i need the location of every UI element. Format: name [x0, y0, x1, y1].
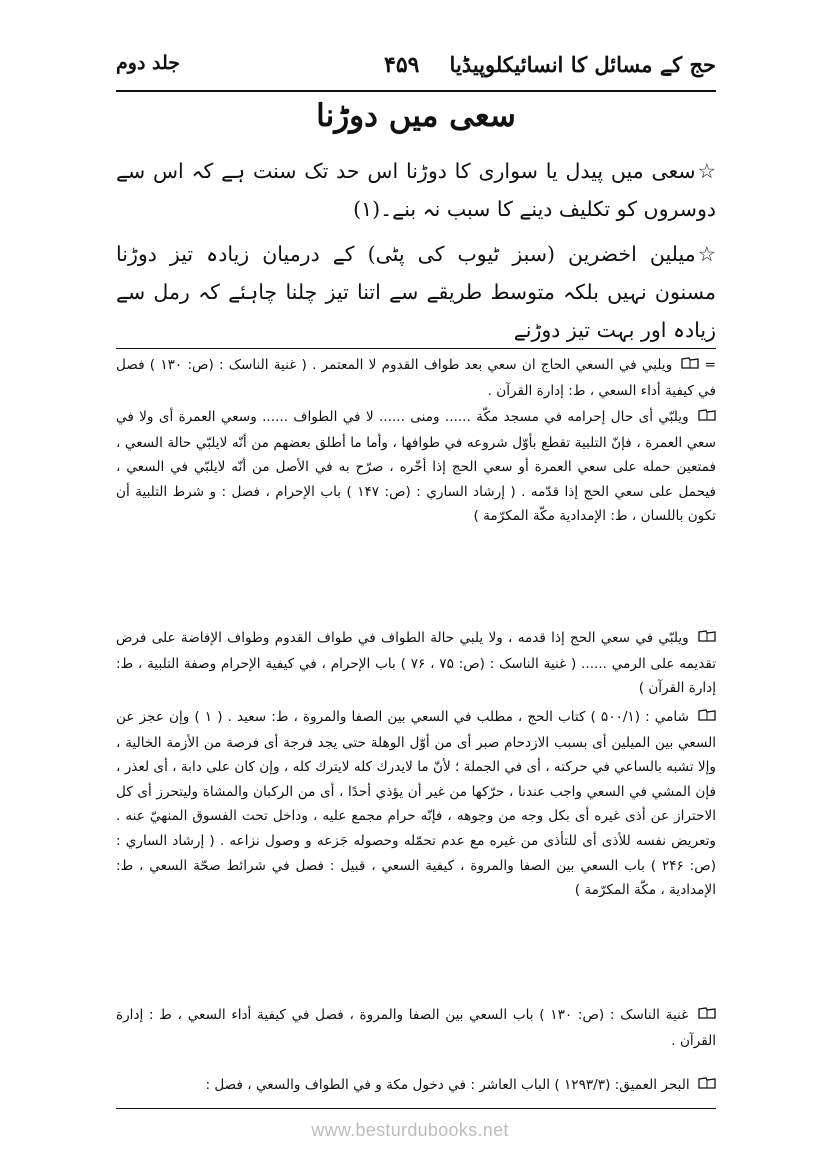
footnote [116, 405, 716, 529]
page-header [116, 48, 716, 88]
book-icon [698, 1074, 716, 1099]
paragraph-text: سعی میں پیدل یا سواری کا دوڑنا اس حد تک سنت ہے کہ اس سے دوسروں کو تکلیف دینے کا سبب نہ بنے۔(۱) [116, 159, 716, 221]
footnote-text: غنية الناسک : (ص: ۱۳۰ ) باب السعي بين الصفا والمروة ، فصل في كيفية أداء السعي ، ط : إدارة القرآن . [116, 1007, 716, 1049]
book-icon [698, 1004, 716, 1029]
star-icon: ☆ [697, 242, 716, 266]
section-title: سعی میں دوڑنا [316, 98, 516, 134]
urdu-paragraph [116, 235, 716, 349]
footnote [116, 1003, 716, 1053]
book-title: حج کے مسائل کا انسائیکلوپیڈیا [449, 52, 716, 77]
star-icon: ☆ [697, 159, 716, 183]
paragraph-text: میلین اخضرین (سبز ٹیوب کی پٹی) کے درمیان زیادہ تیز دوڑنا مسنون نہیں بلکہ متوسط طریقے سے اتنا تیز چلنا چاہئے کہ رمل سے زیادہ اور بہت تیز دوڑنے [116, 242, 716, 342]
bottom-divider [116, 1108, 716, 1109]
footnote-text: شامي : (۵۰۰/۱ ) كتاب الحج ، مطلب في السعي بين الصفا والمروة ، ط: سعيد . ( ۱ ) وإن عجز عن السعي بين الميلين أى بسبب الازدحام صبر أى من أوّل الوهلة حتى يجد فرجة أى فرصة من الأزمة الخالية ، وإلا تشبه بالساعي في حركته ، أى في الجملة ؛ لأنّ ما لايدرك كله لايترك كله ، وإن كان على دابة ، أى لعذر ، فإن المشي في السعي واجب عندنا ، حرّكها من غير أن يؤذي أحدًا ، أى من الركبان والمشاة وليتحرز أى كل الاحتراز عن أذى غيره أى بكل وجه من وجوهه ، فإنّه حرام مجمع عليه ، وداخل تحت الفسوق المنهيّ عنه . وتعريض نفسه للأذى أى للتأذى من غيره مع عدم تحمّله وحصوله جَزعه و وصول نزاعه . ( إرشاد الساري : (ص: ۲۴۶ ) باب السعي بين الصفا والمروة ، كيفية السعي ، قبيل : فصل في شرائط صحّة السعي ، ط: الإمدادية ، مكّة المكرّمة ) [116, 709, 716, 899]
footnote-text: ويلبّي في سعي الحج إذا قدمه ، ولا يلبي حالة الطواف في طواف القدوم وطواف الإفاضة على فرض تقديمه على الرمي ...... ( غنية الناسک : (ص: ۷۵ ، ۷۶ ) باب الإحرام ، في كيفية الإحرام وصفة التلبية ، ط: إدارة القرآن ) [116, 630, 717, 697]
volume-label: جلد دوم [116, 52, 181, 74]
header-divider [116, 90, 716, 92]
continuation-marker: = [704, 357, 717, 373]
watermark-url: www.besturdubooks.net [311, 1120, 509, 1140]
book-icon [698, 406, 716, 431]
book-icon [681, 354, 699, 379]
footnote-text: البحر العميق: (۱۲۹۳/۳ ) الباب العاشر : في دخول مكة و في الطواف والسعي ، فصل : [205, 1077, 690, 1093]
page-number: ۴۵۹ [384, 52, 420, 78]
footnote-text: ويلبي في السعي الحاج ان سعي بعد طواف القدوم لا المعتمر . ( غنية الناسک : (ص: ۱۳۰ ) فصل في كيفية أداء السعي ، ط: إدارة القرآن . [116, 357, 716, 399]
footnote [116, 626, 716, 701]
footnote-text: ويلبّي أى حال إحرامه في مسجد مكّة ...... ومنى ...... لا في الطواف ...... وسعي العمرة أى ولا في سعي العمرة ، فإنّ التلبية تقطع بأوّل شروعه في طوافها ، وأما ما أطلق بعضهم من أنّه لايلبّي حالة السعي ، فمتعين حمله على سعي العمرة أو سعي الحج إذا أخّره ، صرّح به في الأصل من أنّه لايلبّي في السعي ، فيحمل على سعي الحج إذا قدّمه . ( إرشاد الساري : (ص: ۱۴۷ ) باب الإحرام ، فصل : و شرط التلبية أن تكون باللسان ، ط: الإمدادية مكّة المكرّمة ) [116, 409, 716, 525]
footnote [116, 705, 716, 903]
book-icon [698, 627, 716, 652]
footnote-divider [116, 348, 716, 349]
book-icon [698, 706, 716, 731]
footnote [116, 1073, 716, 1099]
urdu-paragraph [116, 152, 716, 228]
footnote [116, 353, 716, 403]
